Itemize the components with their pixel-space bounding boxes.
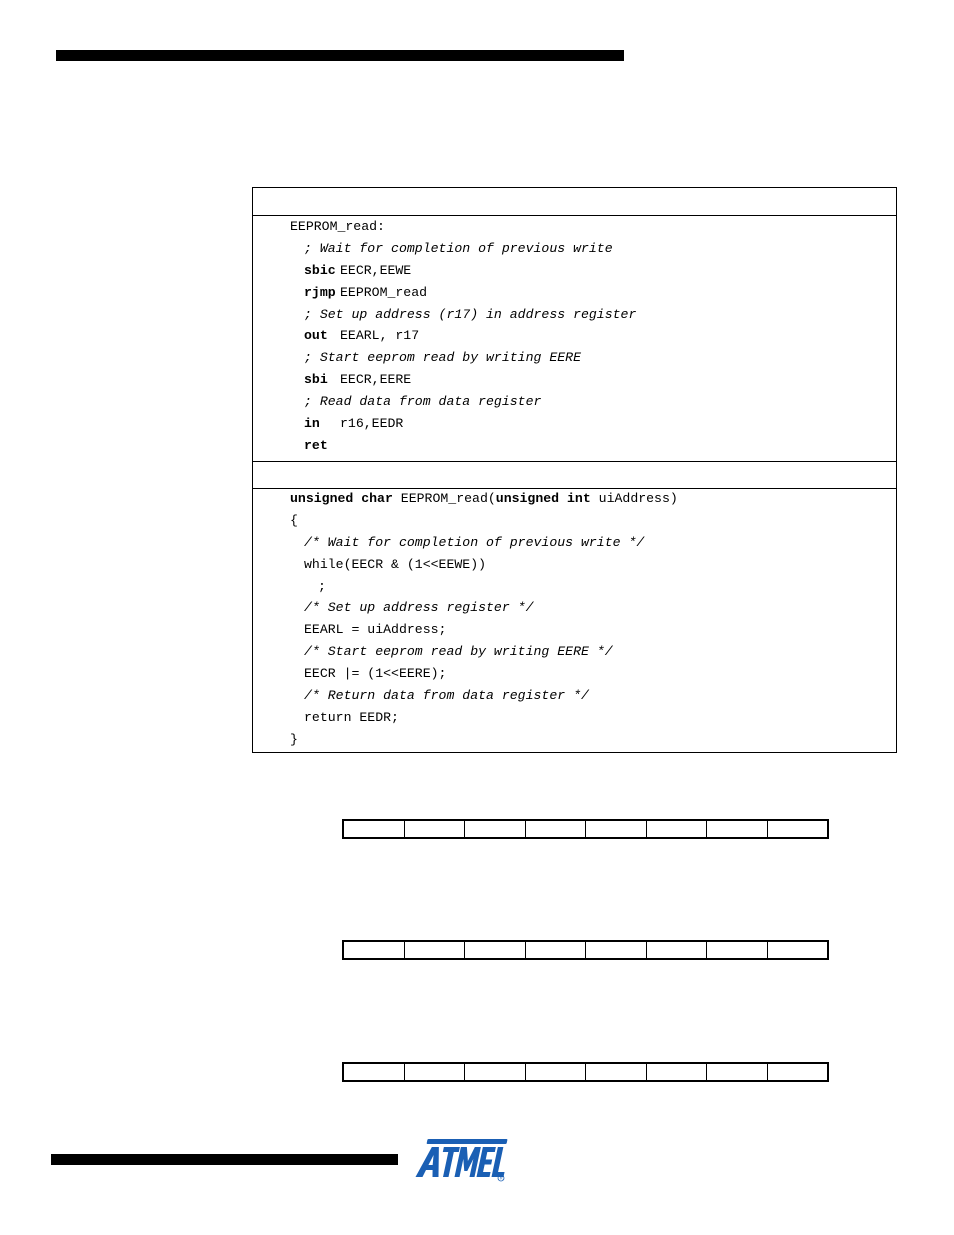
asm-instruction [290, 413, 636, 435]
code-comment: /* Set up address register */ [304, 600, 534, 616]
register-bit-cell [647, 942, 708, 958]
register-bit-cell [405, 1064, 466, 1080]
register-bit-table [342, 940, 829, 960]
code-comment: /* Wait for completion of previous write */ [304, 534, 645, 550]
register-bit-cell [405, 821, 466, 837]
code-line: while(EECR & (1<<EEWE)) [304, 556, 487, 572]
asm-comment: ; Read data from data register [304, 394, 542, 410]
asm-operands: EEARL, r17 [340, 328, 420, 344]
asm-instruction [290, 325, 636, 347]
register-bit-cell [707, 1064, 768, 1080]
asm-operands: EECR,EEWE [340, 262, 412, 278]
param-name: uiAddress) [590, 491, 678, 506]
register-bit-cell [405, 942, 466, 958]
return-type: unsigned char [290, 491, 393, 506]
register-bit-cell [526, 821, 587, 837]
asm-instruction [290, 260, 636, 282]
asm-mnemonic: in [304, 416, 320, 432]
register-bit-cell [465, 1064, 526, 1080]
asm-instruction [290, 435, 636, 457]
register-bit-cell [586, 821, 647, 837]
assembly-code-lines [290, 238, 636, 457]
asm-operands: r16,EEDR [340, 416, 404, 432]
register-bit-cell [768, 821, 828, 837]
code-comment: /* Start eeprom read by writing EERE */ [304, 644, 613, 660]
function-name: EEPROM_read( [392, 491, 496, 506]
register-bit-cell [586, 942, 647, 958]
asm-mnemonic: sbic [304, 262, 336, 278]
register-bit-cell [707, 942, 768, 958]
param-type: unsigned int [495, 491, 591, 506]
svg-text:R: R [499, 1175, 503, 1181]
function-signature [290, 488, 678, 510]
asm-mnemonic: sbi [304, 372, 328, 388]
footer-rule [51, 1154, 398, 1165]
assembly-code-header-row [253, 188, 896, 216]
asm-instruction [290, 369, 636, 391]
asm-operands: EEPROM_read [340, 284, 428, 300]
register-bit-cell [647, 821, 708, 837]
atmel-logo-icon [414, 1137, 508, 1183]
code-line: return EEDR; [304, 709, 399, 725]
asm-operands: EECR,EERE [340, 372, 412, 388]
asm-mnemonic: ret [304, 437, 328, 453]
register-bit-cell [707, 821, 768, 837]
close-brace: } [290, 731, 298, 747]
asm-comment: ; Wait for completion of previous write [304, 240, 613, 256]
register-bit-cell [465, 942, 526, 958]
register-bit-cell [647, 1064, 708, 1080]
open-brace: { [290, 512, 298, 528]
register-bit-cell [586, 1064, 647, 1080]
register-bit-cell [344, 942, 405, 958]
asm-mnemonic: out [304, 328, 328, 344]
code-comment: /* Return data from data register */ [304, 688, 589, 704]
code-line: EEARL = uiAddress; [304, 622, 447, 638]
asm-comment: ; Set up address (r17) in address register [304, 306, 637, 322]
code-example-box [252, 187, 897, 753]
register-bit-cell [526, 942, 587, 958]
code-line: ; [318, 578, 326, 594]
c-code-block [290, 488, 678, 751]
register-bit-cell [768, 942, 828, 958]
asm-comment: ; Start eeprom read by writing EERE [304, 350, 581, 366]
register-bit-cell [344, 1064, 405, 1080]
header-rule [56, 50, 624, 61]
register-bit-cell [344, 821, 405, 837]
register-bit-table [342, 819, 829, 839]
register-bit-cell [768, 1064, 828, 1080]
assembly-code-block [290, 216, 636, 457]
c-code-header-row [253, 461, 896, 489]
code-label: EEPROM_read: [290, 219, 385, 234]
register-bit-table [342, 1062, 829, 1082]
register-bit-cell [465, 821, 526, 837]
code-line: EECR |= (1<<EERE); [304, 666, 447, 682]
asm-mnemonic: rjmp [304, 284, 336, 300]
register-bit-cell [526, 1064, 587, 1080]
asm-instruction [290, 282, 636, 304]
